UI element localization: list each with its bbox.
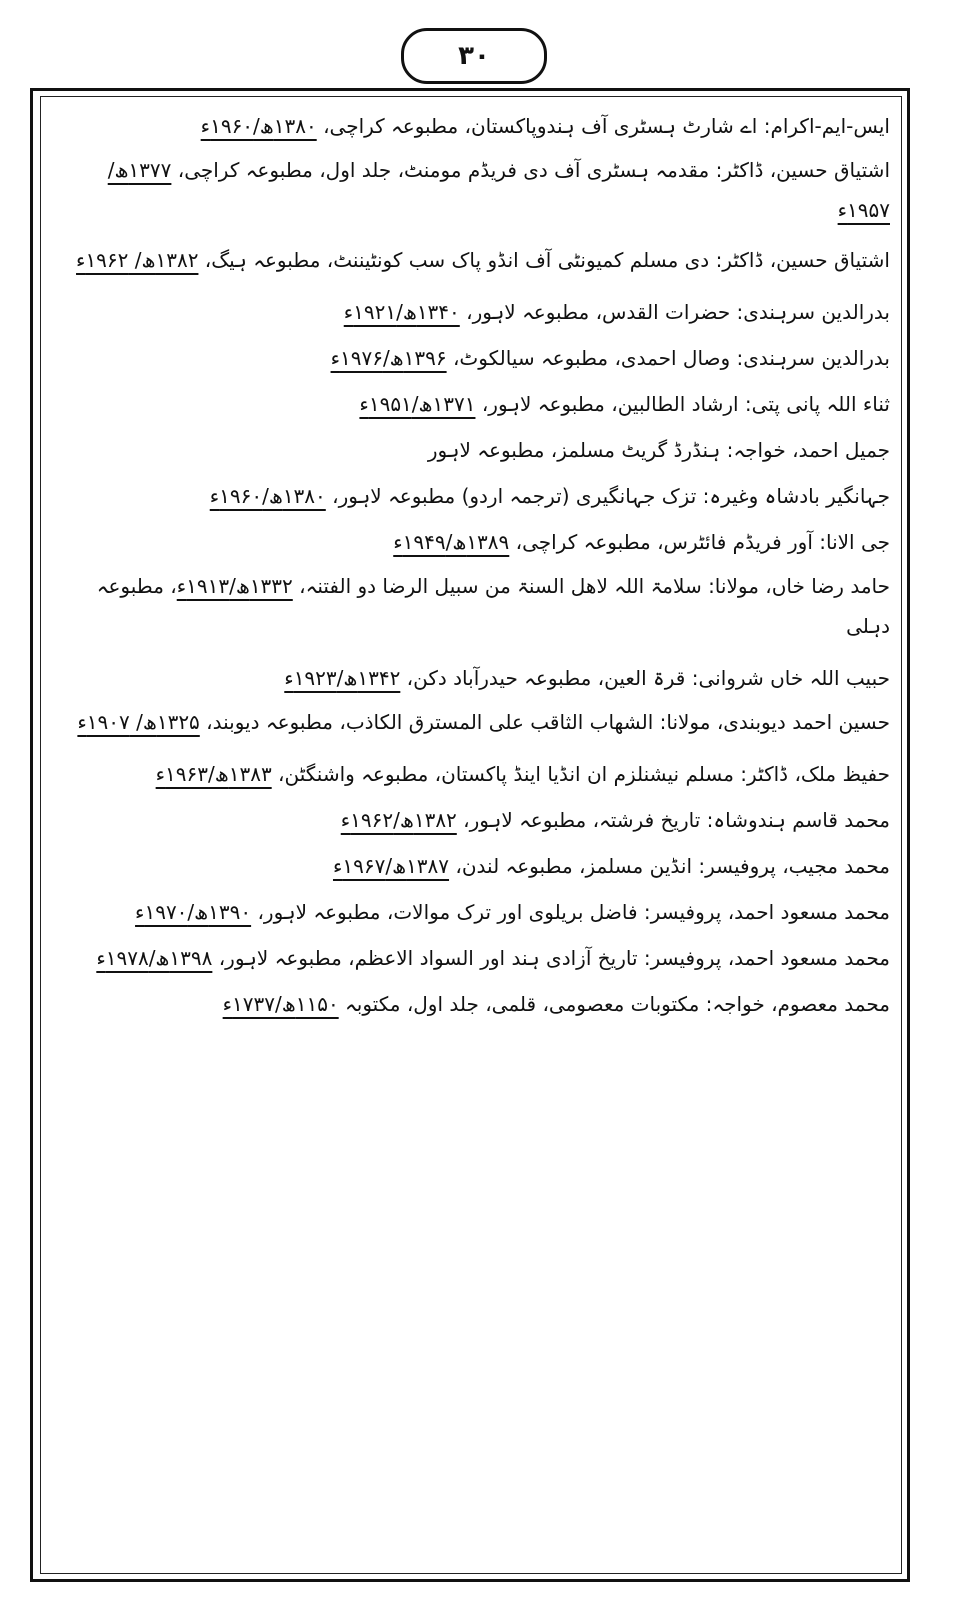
entry-date: ۱۳۲۵ھ/ ۱۹۰۷ء: [77, 710, 200, 734]
bibliography-entry: [54, 290, 890, 336]
entry-text: بدرالدین سرہندی: حضرات القدس، مطبوعہ لاہور،: [459, 300, 890, 324]
entry-text: اشتیاق حسین، ڈاکٹر: دی مسلم کمیونٹی آف انڈو پاک سب کونٹیننٹ، مطبوعہ ہیگ،: [198, 248, 890, 272]
entry-text: محمد قاسم ہندوشاہ: تاریخ فرشتہ، مطبوعہ لاہور،: [456, 808, 890, 832]
entry-date: ۱۳۸۳ھ/۱۹۶۳ء: [155, 762, 272, 786]
entry-text: محمد مجیب، پروفیسر: انڈین مسلمز، مطبوعہ لندن،: [449, 854, 890, 878]
entry-text: بدرالدین سرہندی: وصال احمدی، مطبوعہ سیالکوٹ،: [446, 346, 890, 370]
entry-text: حفیظ ملک، ڈاکٹر: مسلم نیشنلزم ان انڈیا اینڈ پاکستان، مطبوعہ واشنگٹن،: [271, 762, 890, 786]
entry-text: اشتیاق حسین، ڈاکٹر: مقدمہ ہسٹری آف دی فریڈم مومنٹ، جلد اول، مطبوعہ کراچی،: [171, 158, 890, 182]
entry-text: جی الانا: آور فریڈم فائٹرس، مطبوعہ کراچی،: [509, 530, 890, 554]
entry-date: ۱۳۸۰ھ/۱۹۶۰ء: [200, 114, 317, 138]
entry-text: حامد رضا خاں، مولانا: سلامۃ اللہ لاھل السنۃ من سبیل الرضا دو الفتنہ،: [292, 574, 890, 598]
entry-text: جمیل احمد، خواجہ: ہنڈرڈ گریٹ مسلمز، مطبوعہ لاہور: [427, 438, 890, 462]
entry-date: ۱۳۴۰ھ/۱۹۲۱ء: [343, 300, 460, 324]
bibliography-entry: [54, 798, 890, 844]
entry-text: ثناء اللہ پانی پتی: ارشاد الطالبین، مطبوعہ لاہور،: [475, 392, 890, 416]
entry-date: ۱۳۸۲ھ/۱۹۶۲ء: [340, 808, 457, 832]
entry-date: ۱۳۹۰ھ/۱۹۷۰ء: [135, 900, 252, 924]
bibliography-entry: [54, 104, 890, 150]
bibliography-entry: [54, 752, 890, 798]
bibliography-entry: [54, 428, 890, 474]
entry-date: ۱۳۹۶ھ/۱۹۷۶ء: [330, 346, 447, 370]
entry-text: حسین احمد دیوبندی، مولانا: الشھاب الثاقب علی المسترق الکاذب، مطبوعہ دیوبند،: [199, 710, 890, 734]
bibliography-list: [54, 104, 890, 1028]
entry-date: ۱۱۵۰ھ/۱۷۳۷ء: [222, 992, 339, 1016]
entry-date: ۱۳۴۲ھ/۱۹۲۳ء: [284, 666, 401, 690]
bibliography-entry: [54, 150, 890, 240]
bibliography-entry: [54, 936, 890, 982]
entry-date: ۱۳۸۰ھ/۱۹۶۰ء: [209, 484, 326, 508]
bibliography-entry: [54, 474, 890, 520]
bibliography-entry: [54, 382, 890, 428]
entry-date: ۱۳۳۲ھ/۱۹۱۳ء: [176, 574, 293, 598]
bibliography-entry: [54, 982, 890, 1028]
bibliography-entry: [54, 336, 890, 382]
bibliography-entry: [54, 566, 890, 656]
bibliography-entry: [54, 702, 890, 752]
entry-text: ایس-ایم-اکرام: اے شارٹ ہسٹری آف ہندوپاکستان، مطبوعہ کراچی،: [316, 114, 890, 138]
bibliography-entry: [54, 240, 890, 290]
entry-date: ۱۳۸۷ھ/۱۹۶۷ء: [332, 854, 450, 878]
entry-date: ۱۳۸۲ھ/ ۱۹۶۲ء: [76, 248, 199, 272]
entry-text: جہانگیر بادشاہ وغیرہ: تزک جہانگیری (ترجمہ اردو) مطبوعہ لاہور،: [325, 484, 890, 508]
bibliography-entry: [54, 890, 890, 936]
entry-date: ۱۳۸۹ھ/۱۹۴۹ء: [393, 530, 510, 554]
entry-text: محمد مسعود احمد، پروفیسر: فاضل بریلوی اور ترک موالات، مطبوعہ لاہور،: [251, 900, 890, 924]
entry-date: ۱۳۹۸ھ/۱۹۷۸ء: [96, 946, 213, 970]
bibliography-entry: [54, 520, 890, 566]
entry-date: ۱۳۷۱ھ/۱۹۵۱ء: [359, 392, 476, 416]
entry-text: محمد مسعود احمد، پروفیسر: تاریخ آزادی ہند اور السواد الاعظم، مطبوعہ لاہور،: [212, 946, 890, 970]
entry-text: محمد معصوم، خواجہ: مکتوبات معصومی، قلمی، جلد اول، مکتوبہ: [338, 992, 890, 1016]
entry-date: ۱۳۷۷ھ/ ۱۹۵۷ء: [107, 158, 890, 222]
bibliography-entry: [54, 656, 890, 702]
entry-text: حبیب اللہ خاں شروانی: قرۃ العین، مطبوعہ حیدرآباد دکن،: [400, 666, 890, 690]
entry-text-after: ، مطبوعہ دہلی: [96, 574, 890, 638]
bibliography-entry: [54, 844, 890, 890]
page-number: ۳۰: [401, 28, 547, 84]
